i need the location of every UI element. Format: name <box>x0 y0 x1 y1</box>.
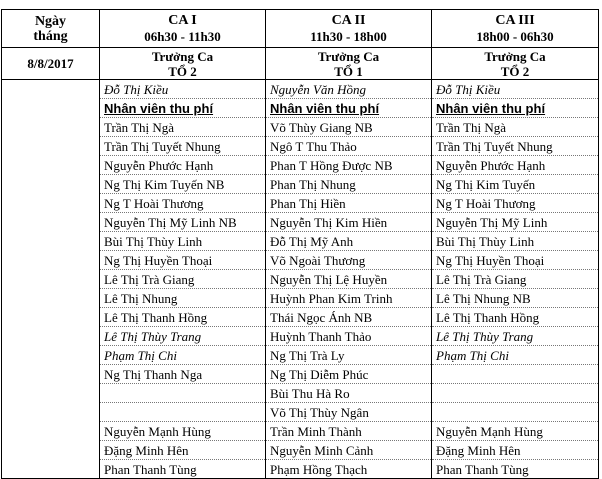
day-label-line2: tháng <box>33 28 68 44</box>
table-row <box>2 441 599 460</box>
date-column-cell <box>2 346 100 365</box>
staff-cell-shift-2: Ngô T Thu Thảo <box>266 137 432 156</box>
staff-cell-shift-3: Trần Thị Tuyết Nhung <box>432 137 599 156</box>
shift-2-time: 11h30 - 18h00 <box>310 28 387 44</box>
staff-cell-shift-1: Phan Thanh Tùng <box>100 460 266 479</box>
table-row <box>2 194 599 213</box>
staff-cell-shift-1: Ng T Hoài Thương <box>100 194 266 213</box>
table-row <box>2 346 599 365</box>
table-row <box>2 289 599 308</box>
staff-cell-shift-1: Nguyễn Thị Mỹ Linh NB <box>100 213 266 232</box>
staff-cell-shift-2: Võ Thị Thùy Ngân <box>266 403 432 422</box>
shift-2-team: TỔ 1 <box>334 63 363 79</box>
staff-cell-shift-2: Võ Ngoài Thương <box>266 251 432 270</box>
staff-cell-shift-3: Đặng Minh Hên <box>432 441 599 460</box>
table-row <box>2 365 599 384</box>
staff-cell-shift-3: Lê Thị Thùy Trang <box>432 327 599 346</box>
shift-1-time: 06h30 - 11h30 <box>144 28 221 44</box>
staff-cell-shift-2: Nguyễn Thị Lệ Huyền <box>266 270 432 289</box>
date-column-cell <box>2 289 100 308</box>
staff-cell-shift-3: Lê Thị Nhung NB <box>432 289 599 308</box>
staff-cell-shift-3: Ng Thị Huyền Thoại <box>432 251 599 270</box>
staff-cell-shift-1: Lê Thị Trà Giang <box>100 270 266 289</box>
shift-2-team-cell <box>266 48 432 80</box>
staff-cell-shift-1: Trần Thị Tuyết Nhung <box>100 137 266 156</box>
shift-roster-table <box>1 9 599 479</box>
staff-cell-shift-3 <box>432 403 599 422</box>
staff-cell-shift-2: Nhân viên thu phí <box>266 99 432 118</box>
table-row <box>2 137 599 156</box>
date-column-cell <box>2 270 100 289</box>
date-column-cell <box>2 213 100 232</box>
staff-cell-shift-1: Lê Thị Nhung <box>100 289 266 308</box>
roster-body <box>2 10 599 479</box>
staff-cell-shift-1: Nhân viên thu phí <box>100 99 266 118</box>
table-row <box>2 118 599 137</box>
date-column-cell <box>2 80 100 99</box>
shift-1-team: TỔ 2 <box>168 63 197 79</box>
staff-cell-shift-1: Ng Thị Kim Tuyến NB <box>100 175 266 194</box>
staff-cell-shift-3: Phan Thanh Tùng <box>432 460 599 479</box>
staff-cell-shift-1 <box>100 384 266 403</box>
staff-cell-shift-2: Ng Thị Diễm Phúc <box>266 365 432 384</box>
table-row <box>2 460 599 479</box>
date-column-cell <box>2 137 100 156</box>
staff-cell-shift-3: Lê Thị Thanh Hồng <box>432 308 599 327</box>
staff-cell-shift-2: Phan Thị Hiền <box>266 194 432 213</box>
date-column-cell <box>2 460 100 479</box>
day-label-cell <box>2 10 100 48</box>
table-row <box>2 232 599 251</box>
staff-cell-shift-2: Đỗ Thị Mỹ Anh <box>266 232 432 251</box>
staff-cell-shift-1: Phạm Thị Chi <box>100 346 266 365</box>
staff-cell-shift-1: Nguyễn Mạnh Hùng <box>100 422 266 441</box>
staff-cell-shift-2: Nguyễn Thị Kim Hiền <box>266 213 432 232</box>
staff-cell-shift-2: Huỳnh Phan Kim Trinh <box>266 289 432 308</box>
date-column-cell <box>2 99 100 118</box>
date-column-cell <box>2 403 100 422</box>
shift-3-team: TỔ 2 <box>500 63 530 79</box>
date-column-cell <box>2 156 100 175</box>
header-row-shifts <box>2 10 599 48</box>
staff-cell-shift-2: Thái Ngọc Ánh NB <box>266 308 432 327</box>
table-row <box>2 213 599 232</box>
staff-cell-shift-1: Lê Thị Thanh Hồng <box>100 308 266 327</box>
date-column-cell <box>2 384 100 403</box>
staff-cell-shift-1 <box>100 403 266 422</box>
staff-cell-shift-2: Ng Thị Trà Ly <box>266 346 432 365</box>
date-column-cell <box>2 232 100 251</box>
staff-cell-shift-2: Nguyễn Văn Hồng <box>266 80 432 99</box>
shift-3-team-cell <box>432 48 599 80</box>
table-row <box>2 384 599 403</box>
shift-2-header <box>266 10 432 48</box>
staff-cell-shift-3: Nguyễn Thị Mỹ Linh <box>432 213 599 232</box>
date-column-cell <box>2 251 100 270</box>
staff-cell-shift-1: Ng Thị Huyền Thoại <box>100 251 266 270</box>
table-row <box>2 403 599 422</box>
staff-cell-shift-1: Bùi Thị Thùy Linh <box>100 232 266 251</box>
staff-cell-shift-3: Nguyễn Mạnh Hùng <box>432 422 599 441</box>
table-row <box>2 80 599 99</box>
shift-3-time: 18h00 - 06h30 <box>476 28 554 44</box>
table-row <box>2 270 599 289</box>
date-column-cell <box>2 441 100 460</box>
shift-3-header <box>432 10 599 48</box>
staff-cell-shift-2: Nguyễn Minh Cảnh <box>266 441 432 460</box>
table-row <box>2 308 599 327</box>
staff-cell-shift-1: Đỗ Thị Kiều <box>100 80 266 99</box>
staff-cell-shift-3: Ng Thị Kim Tuyến <box>432 175 599 194</box>
staff-cell-shift-1: Lê Thị Thùy Trang <box>100 327 266 346</box>
table-row <box>2 251 599 270</box>
staff-cell-shift-3: Trần Thị Ngà <box>432 118 599 137</box>
table-row <box>2 422 599 441</box>
table-row <box>2 327 599 346</box>
table-row <box>2 156 599 175</box>
shift-1-header <box>100 10 266 48</box>
staff-cell-shift-2: Huỳnh Thanh Thảo <box>266 327 432 346</box>
date-cell: 8/8/2017 <box>2 48 100 80</box>
shift-1-team-cell <box>100 48 266 80</box>
staff-cell-shift-2: Bùi Thu Hà Ro <box>266 384 432 403</box>
header-row-teams <box>2 48 599 80</box>
date-column-cell <box>2 308 100 327</box>
shift-2-name: CA II <box>331 12 366 28</box>
shift-3-name: CA III <box>495 12 535 28</box>
shift-3-role: Trưởng Ca <box>484 48 546 64</box>
staff-cell-shift-3: Đỗ Thị Kiều <box>432 80 599 99</box>
date-column-cell <box>2 175 100 194</box>
staff-cell-shift-3: Nguyễn Phước Hạnh <box>432 156 599 175</box>
table-row <box>2 175 599 194</box>
staff-cell-shift-3: Ng T Hoài Thương <box>432 194 599 213</box>
staff-cell-shift-3: Phạm Thị Chi <box>432 346 599 365</box>
date-column-cell <box>2 327 100 346</box>
staff-cell-shift-3 <box>432 365 599 384</box>
staff-cell-shift-1: Ng Thị Thanh Nga <box>100 365 266 384</box>
staff-cell-shift-3: Bùi Thị Thùy Linh <box>432 232 599 251</box>
staff-cell-shift-2: Trần Minh Thành <box>266 422 432 441</box>
shift-2-role: Trưởng Ca <box>317 48 380 64</box>
staff-cell-shift-2: Phan T Hồng Được NB <box>266 156 432 175</box>
staff-cell-shift-3: Nhân viên thu phí <box>432 99 599 118</box>
table-row <box>2 99 599 118</box>
date-column-cell <box>2 422 100 441</box>
staff-cell-shift-1: Nguyễn Phước Hạnh <box>100 156 266 175</box>
shift-1-role: Trưởng Ca <box>151 48 214 64</box>
staff-cell-shift-2: Phạm Hồng Thạch <box>266 460 432 479</box>
shift-1-name: CA I <box>168 12 197 28</box>
staff-cell-shift-3: Lê Thị Trà Giang <box>432 270 599 289</box>
date-column-cell <box>2 194 100 213</box>
staff-cell-shift-1: Đặng Minh Hên <box>100 441 266 460</box>
staff-cell-shift-2: Võ Thùy Giang NB <box>266 118 432 137</box>
staff-cell-shift-1: Trần Thị Ngà <box>100 118 266 137</box>
staff-cell-shift-2: Phan Thị Nhung <box>266 175 432 194</box>
day-label-line1: Ngày <box>34 13 67 29</box>
date-column-cell <box>2 118 100 137</box>
staff-cell-shift-3 <box>432 384 599 403</box>
date-column-cell <box>2 365 100 384</box>
